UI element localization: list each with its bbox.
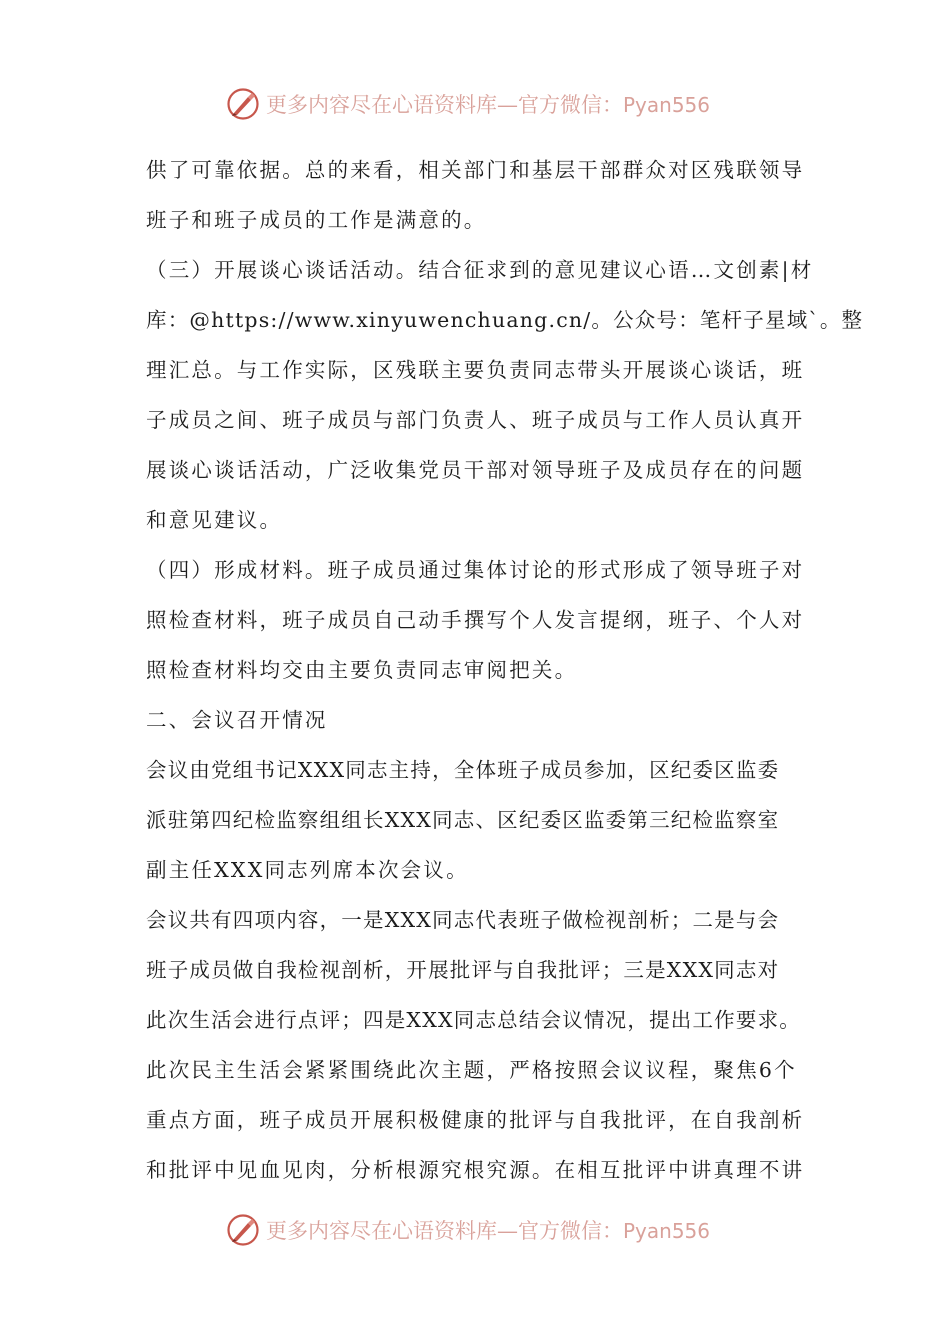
paragraph-line: （四）形成材料。班子成员通过集体讨论的形式形成了领导班子对 bbox=[146, 558, 805, 582]
paragraph-line: 此次民主生活会紧紧围绕此次主题，严格按照会议议程，聚焦6个 bbox=[146, 1058, 797, 1082]
paragraph-line: 照检查材料均交由主要负责同志审阅把关。 bbox=[146, 658, 578, 682]
paragraph-line: 子成员之间、班子成员与部门负责人、班子成员与工作人员认真开 bbox=[146, 408, 805, 432]
paragraph-line: 和意见建议。 bbox=[146, 508, 283, 532]
paragraph-line: 重点方面，班子成员开展积极健康的批评与自我批评，在自我剖析 bbox=[146, 1108, 805, 1132]
paragraph-line: 班子和班子成员的工作是满意的。 bbox=[146, 208, 487, 232]
paragraph-line: 派驻第四纪检监察组组长XXX同志、区纪委区监委第三纪检监察室 bbox=[146, 808, 780, 832]
paragraph-line: 库：@https://www.xinyuwenchuang.cn/。公众号：笔杆子星域`。整 bbox=[146, 308, 864, 332]
footer-wechat-id: Pyan556 bbox=[623, 1219, 711, 1243]
section-heading: 二、会议召开情况 bbox=[146, 708, 328, 732]
paragraph-line: 会议共有四项内容，一是XXX同志代表班子做检视剖析；二是与会 bbox=[146, 908, 780, 932]
footer-banner-text: 更多内容尽在心语资料库—官方微信：Pyan556 bbox=[266, 1219, 711, 1243]
paragraph-line: 副主任XXX同志列席本次会议。 bbox=[146, 858, 469, 882]
pen-logo-icon bbox=[226, 87, 260, 121]
paragraph-line: 理汇总。与工作实际，区残联主要负责同志带头开展谈心谈话，班 bbox=[146, 358, 805, 382]
header-banner-text: 更多内容尽在心语资料库—官方微信：Pyan556 bbox=[266, 93, 711, 117]
paragraph-line: 展谈心谈话活动，广泛收集党员干部对领导班子及成员存在的问题 bbox=[146, 458, 805, 482]
document-body bbox=[146, 145, 864, 1195]
header-banner bbox=[226, 84, 710, 124]
paragraph-line: 班子成员做自我检视剖析，开展批评与自我批评；三是XXX同志对 bbox=[146, 958, 780, 982]
pen-logo-icon bbox=[226, 1213, 260, 1247]
paragraph-line: 供了可靠依据。总的来看，相关部门和基层干部群众对区残联领导 bbox=[146, 158, 805, 182]
paragraph-line: 和批评中见血见肉，分析根源究根究源。在相互批评中讲真理不讲 bbox=[146, 1158, 805, 1182]
paragraph-line: 此次生活会进行点评；四是XXX同志总结会议情况，提出工作要求。 bbox=[146, 1008, 801, 1032]
footer-banner bbox=[226, 1210, 710, 1250]
paragraph-line: 会议由党组书记XXX同志主持，全体班子成员参加，区纪委区监委 bbox=[146, 758, 780, 782]
header-wechat-id: Pyan556 bbox=[623, 93, 711, 117]
paragraph-line: 照检查材料，班子成员自己动手撰写个人发言提纲，班子、个人对 bbox=[146, 608, 805, 632]
paragraph-line: （三）开展谈心谈话活动。结合征求到的意见建议心语…文创素|材 bbox=[146, 258, 814, 282]
